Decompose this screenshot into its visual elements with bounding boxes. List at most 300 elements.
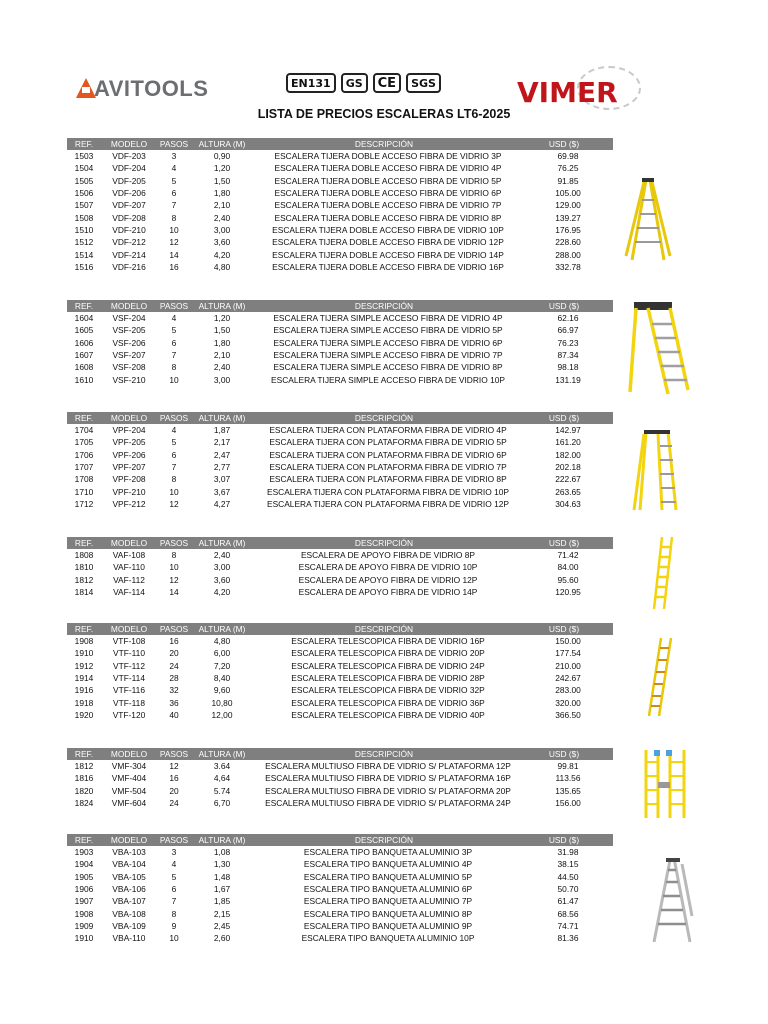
- cell-pasos: 8: [171, 550, 177, 561]
- table-row: [67, 871, 613, 883]
- cell-modelo: VBA-109: [112, 920, 146, 931]
- cell-pasos: 8: [171, 908, 177, 919]
- cell-modelo: VPF-212: [112, 498, 146, 509]
- column-header-altura: ALTURA (M): [198, 301, 246, 311]
- cell-modelo: VAF-108: [112, 550, 146, 561]
- cell-pasos: 7: [171, 462, 177, 473]
- cell-modelo: VBA-108: [112, 908, 146, 919]
- table-row: [67, 858, 613, 870]
- column-header-precio: USD ($): [548, 139, 580, 149]
- cell-descripcion: ESCALERA TIJERA DOBLE ACCESO FIBRA DE VIDRIO 5P: [274, 175, 502, 186]
- cell-descripcion: ESCALERA DE APOYO FIBRA DE VIDRIO 12P: [298, 574, 478, 585]
- cell-ref: 1810: [74, 562, 94, 573]
- table-row: [67, 175, 613, 187]
- cell-modelo: VTF-110: [113, 648, 145, 659]
- cell-altura: 9,60: [213, 685, 231, 696]
- cell-ref: 1504: [74, 163, 94, 174]
- cell-pasos: 10: [169, 224, 179, 235]
- cell-ref: 1908: [74, 908, 94, 919]
- cell-ref: 1604: [74, 313, 94, 324]
- cell-ref: 1910: [74, 933, 94, 944]
- cell-ref: 1908: [74, 636, 94, 647]
- column-header-precio: USD ($): [548, 835, 580, 845]
- cell-ref: 1816: [74, 773, 94, 784]
- cell-precio: 74.71: [557, 920, 579, 931]
- cell-precio: 44.50: [557, 871, 579, 882]
- cell-precio: 263.65: [555, 486, 581, 497]
- column-header-descripcion: DESCRIPCIÓN: [354, 538, 414, 548]
- cell-precio: 142.97: [555, 425, 581, 436]
- table-row: [67, 248, 613, 260]
- cell-ref: 1507: [74, 200, 94, 211]
- cell-ref: 1906: [74, 884, 94, 895]
- cell-ref: 1907: [74, 896, 94, 907]
- column-header-descripcion: DESCRIPCIÓN: [354, 749, 414, 759]
- cell-pasos: 40: [169, 709, 179, 720]
- table-row: [67, 660, 613, 672]
- cell-ref: 1918: [74, 697, 94, 708]
- cell-precio: 283.00: [555, 685, 581, 696]
- cell-altura: 2,40: [213, 550, 231, 561]
- cell-precio: 242.67: [555, 673, 581, 684]
- table-row: [67, 449, 613, 461]
- cell-ref: 1712: [74, 498, 94, 509]
- ce-badge: CE: [373, 73, 401, 93]
- cell-altura: 1,08: [213, 847, 231, 858]
- table-row: [67, 772, 613, 784]
- cell-altura: 1,50: [213, 175, 231, 186]
- cell-altura: 1,87: [213, 425, 231, 436]
- cell-modelo: VBA-105: [112, 871, 146, 882]
- cell-ref: 1812: [74, 761, 94, 772]
- cell-altura: 1,20: [213, 163, 231, 174]
- cell-precio: 131.19: [555, 374, 581, 385]
- table-row: [67, 436, 613, 448]
- cell-ref: 1904: [74, 859, 94, 870]
- column-header-modelo: MODELO: [110, 749, 148, 759]
- column-header-descripcion: DESCRIPCIÓN: [354, 624, 414, 634]
- cell-descripcion: ESCALERA TIPO BANQUETA ALUMINIO 10P: [301, 933, 475, 944]
- cell-altura: 2,15: [213, 908, 231, 919]
- column-header-pasos: PASOS: [159, 624, 189, 634]
- price-section: [67, 300, 613, 386]
- cell-altura: 1,85: [213, 896, 231, 907]
- cell-descripcion: ESCALERA TIPO BANQUETA ALUMINIO 7P: [303, 896, 473, 907]
- cell-descripcion: ESCALERA TIJERA DOBLE ACCESO FIBRA DE VIDRIO 7P: [274, 200, 502, 211]
- table-header: [67, 748, 613, 760]
- table-row: [67, 647, 613, 659]
- cell-modelo: VPF-210: [112, 486, 146, 497]
- cell-pasos: 24: [169, 798, 179, 809]
- cell-altura: 4,80: [213, 261, 231, 272]
- cell-altura: 3,07: [213, 474, 231, 485]
- column-header-pasos: PASOS: [159, 835, 189, 845]
- cell-ref: 1605: [74, 325, 94, 336]
- table-row: [67, 696, 613, 708]
- cell-pasos: 5: [171, 175, 177, 186]
- cell-pasos: 7: [171, 350, 177, 361]
- aluminium-step-ladder-image: [650, 856, 694, 944]
- cell-pasos: 6: [171, 449, 177, 460]
- cell-ref: 1912: [74, 660, 94, 671]
- table-row: [67, 162, 613, 174]
- cell-altura: 8,40: [213, 673, 231, 684]
- cell-precio: 202.18: [555, 462, 581, 473]
- cell-descripcion: ESCALERA TIJERA SIMPLE ACCESO FIBRA DE VIDRIO 8P: [273, 362, 503, 373]
- cell-descripcion: ESCALERA TELESCOPICA FIBRA DE VIDRIO 24P: [291, 660, 485, 671]
- avitools-logo: [76, 76, 209, 102]
- cell-pasos: 12: [169, 237, 179, 248]
- cell-modelo: VBA-106: [112, 884, 146, 895]
- en131-badge: EN131: [286, 73, 336, 93]
- cell-descripcion: ESCALERA TIPO BANQUETA ALUMINIO 9P: [303, 920, 473, 931]
- cell-modelo: VMF-404: [111, 773, 147, 784]
- cell-ref: 1820: [74, 785, 94, 796]
- cell-descripcion: ESCALERA TIJERA CON PLATAFORMA FIBRA DE VIDRIO 12P: [266, 498, 509, 509]
- cell-modelo: VDF-216: [112, 261, 146, 272]
- cell-altura: 2,40: [213, 362, 231, 373]
- cell-modelo: VMF-304: [111, 761, 147, 772]
- cell-descripcion: ESCALERA TIJERA DOBLE ACCESO FIBRA DE VIDRIO 4P: [274, 163, 502, 174]
- cell-altura: 2,10: [213, 350, 231, 361]
- cell-pasos: 10: [169, 562, 179, 573]
- column-header-altura: ALTURA (M): [198, 538, 246, 548]
- cell-pasos: 4: [171, 425, 177, 436]
- cell-ref: 1808: [74, 550, 94, 561]
- cell-precio: 150.00: [555, 636, 581, 647]
- column-header-altura: ALTURA (M): [198, 139, 246, 149]
- cell-altura: 3,67: [213, 486, 231, 497]
- cell-pasos: 12: [169, 574, 179, 585]
- cell-ref: 1516: [74, 261, 94, 272]
- cell-altura: 4,20: [213, 249, 231, 260]
- fiberglass-telescopic-ladder-image: [645, 636, 673, 718]
- cell-ref: 1910: [74, 648, 94, 659]
- cell-ref: 1909: [74, 920, 94, 931]
- cell-descripcion: ESCALERA TELESCOPICA FIBRA DE VIDRIO 36P: [291, 697, 485, 708]
- cell-modelo: VPF-205: [112, 437, 146, 448]
- cell-pasos: 24: [169, 660, 179, 671]
- sgs-badge: SGS: [406, 73, 441, 93]
- cell-altura: 4,27: [213, 498, 231, 509]
- cell-pasos: 16: [169, 636, 179, 647]
- cell-ref: 1705: [74, 437, 94, 448]
- table-row: [67, 709, 613, 721]
- cell-modelo: VMF-504: [111, 785, 147, 796]
- cell-precio: 98.18: [557, 362, 579, 373]
- price-section: [67, 138, 613, 273]
- column-header-precio: USD ($): [548, 301, 580, 311]
- cell-ref: 1914: [74, 673, 94, 684]
- cell-altura: 4,80: [213, 636, 231, 647]
- cell-modelo: VAF-112: [113, 574, 145, 585]
- cell-pasos: 4: [171, 313, 177, 324]
- cell-altura: 3,00: [213, 374, 231, 385]
- cell-precio: 76.25: [557, 163, 579, 174]
- cell-precio: 222.67: [555, 474, 581, 485]
- table-header: [67, 300, 613, 312]
- table-row: [67, 150, 613, 162]
- cell-descripcion: ESCALERA TELESCOPICA FIBRA DE VIDRIO 20P: [291, 648, 485, 659]
- cell-ref: 1610: [74, 374, 94, 385]
- price-section: [67, 623, 613, 721]
- cell-precio: 69.98: [557, 151, 579, 162]
- cell-precio: 320.00: [555, 697, 581, 708]
- table-header: [67, 412, 613, 424]
- cell-descripcion: ESCALERA TIJERA SIMPLE ACCESO FIBRA DE VIDRIO 10P: [271, 374, 505, 385]
- table-row: [67, 684, 613, 696]
- fiberglass-extension-ladder-image: [650, 535, 676, 611]
- cell-descripcion: ESCALERA TELESCOPICA FIBRA DE VIDRIO 32P: [291, 685, 485, 696]
- cell-pasos: 10: [169, 933, 179, 944]
- cell-precio: 76.23: [557, 337, 579, 348]
- cell-modelo: VPF-208: [112, 474, 146, 485]
- table-row: [67, 574, 613, 586]
- column-header-descripcion: DESCRIPCIÓN: [354, 301, 414, 311]
- cell-altura: 1,80: [213, 337, 231, 348]
- cell-altura: 2,17: [213, 437, 231, 448]
- table-row: [67, 883, 613, 895]
- cell-altura: 3.64: [213, 761, 231, 772]
- cell-descripcion: ESCALERA TIJERA SIMPLE ACCESO FIBRA DE VIDRIO 4P: [273, 313, 503, 324]
- column-header-precio: USD ($): [548, 538, 580, 548]
- cell-descripcion: ESCALERA MULTIUSO FIBRA DE VIDRIO S/ PLATAFORMA 24P: [265, 798, 511, 809]
- table-row: [67, 337, 613, 349]
- cell-pasos: 5: [171, 871, 177, 882]
- cell-modelo: VSF-205: [112, 325, 146, 336]
- cell-ref: 1903: [74, 847, 94, 858]
- cell-pasos: 3: [171, 151, 177, 162]
- table-row: [67, 361, 613, 373]
- column-header-descripcion: DESCRIPCIÓN: [354, 139, 414, 149]
- cell-modelo: VSF-210: [112, 374, 146, 385]
- cell-altura: 1,50: [213, 325, 231, 336]
- column-header-modelo: MODELO: [110, 835, 148, 845]
- cell-modelo: VDF-207: [112, 200, 146, 211]
- cell-ref: 1506: [74, 188, 94, 199]
- cell-pasos: 5: [171, 325, 177, 336]
- cell-altura: 2,45: [213, 920, 231, 931]
- cell-modelo: VAF-110: [113, 562, 145, 573]
- cell-altura: 1,80: [213, 188, 231, 199]
- cell-altura: 0,90: [213, 151, 231, 162]
- table-header: [67, 537, 613, 549]
- cell-modelo: VAF-114: [113, 587, 145, 598]
- cell-modelo: VSF-204: [112, 313, 146, 324]
- fiberglass-double-ladder-image: [622, 176, 674, 262]
- cell-altura: 6,00: [213, 648, 231, 659]
- table-row: [67, 236, 613, 248]
- cell-ref: 1916: [74, 685, 94, 696]
- cell-pasos: 5: [171, 437, 177, 448]
- cell-modelo: VDF-203: [112, 151, 146, 162]
- cell-descripcion: ESCALERA TIPO BANQUETA ALUMINIO 8P: [303, 908, 473, 919]
- cell-pasos: 3: [171, 847, 177, 858]
- cell-modelo: VTF-116: [113, 685, 145, 696]
- cell-pasos: 16: [169, 773, 179, 784]
- cell-modelo: VSF-206: [112, 337, 146, 348]
- table-row: [67, 895, 613, 907]
- column-header-ref: REF.: [74, 413, 94, 423]
- cell-descripcion: ESCALERA TIPO BANQUETA ALUMINIO 5P: [303, 871, 473, 882]
- cell-pasos: 36: [169, 697, 179, 708]
- cell-modelo: VDF-210: [112, 224, 146, 235]
- cell-modelo: VPF-204: [112, 425, 146, 436]
- column-header-precio: USD ($): [548, 413, 580, 423]
- cell-descripcion: ESCALERA TIPO BANQUETA ALUMINIO 6P: [303, 884, 473, 895]
- cell-altura: 2,10: [213, 200, 231, 211]
- cell-ref: 1706: [74, 449, 94, 460]
- cell-descripcion: ESCALERA TIJERA DOBLE ACCESO FIBRA DE VIDRIO 3P: [274, 151, 502, 162]
- column-header-ref: REF.: [74, 139, 94, 149]
- column-header-pasos: PASOS: [159, 301, 189, 311]
- column-header-descripcion: DESCRIPCIÓN: [354, 413, 414, 423]
- cell-altura: 3,00: [213, 224, 231, 235]
- cell-precio: 332.78: [555, 261, 581, 272]
- cell-precio: 113.56: [555, 773, 581, 784]
- fiberglass-platform-ladder-image: [632, 428, 682, 512]
- cell-precio: 135.65: [555, 785, 581, 796]
- cell-descripcion: ESCALERA TIJERA DOBLE ACCESO FIBRA DE VIDRIO 6P: [274, 188, 502, 199]
- cell-precio: 182.00: [555, 449, 581, 460]
- cell-descripcion: ESCALERA MULTIUSO FIBRA DE VIDRIO S/ PLATAFORMA 16P: [265, 773, 511, 784]
- table-row: [67, 672, 613, 684]
- cell-descripcion: ESCALERA TIJERA DOBLE ACCESO FIBRA DE VIDRIO 14P: [272, 249, 504, 260]
- cell-ref: 1824: [74, 798, 94, 809]
- cell-descripcion: ESCALERA TIJERA CON PLATAFORMA FIBRA DE VIDRIO 4P: [269, 425, 507, 436]
- table-row: [67, 211, 613, 223]
- table-row: [67, 187, 613, 199]
- table-row: [67, 760, 613, 772]
- cell-precio: 61.47: [557, 896, 579, 907]
- cell-precio: 81.36: [557, 933, 579, 944]
- table-row: [67, 373, 613, 385]
- avitools-logo-mark-icon: [76, 78, 96, 98]
- column-header-modelo: MODELO: [110, 624, 148, 634]
- cell-precio: 84.00: [557, 562, 579, 573]
- cell-ref: 1503: [74, 151, 94, 162]
- column-header-altura: ALTURA (M): [198, 624, 246, 634]
- table-row: [67, 586, 613, 598]
- cell-descripcion: ESCALERA TELESCOPICA FIBRA DE VIDRIO 40P: [291, 709, 485, 720]
- cell-precio: 62.16: [557, 313, 579, 324]
- cell-precio: 50.70: [557, 884, 579, 895]
- cell-altura: 2,77: [213, 462, 231, 473]
- column-header-modelo: MODELO: [110, 413, 148, 423]
- cell-altura: 12,00: [211, 709, 233, 720]
- cell-altura: 1,30: [213, 859, 231, 870]
- cell-pasos: 20: [169, 648, 179, 659]
- cell-precio: 31.98: [557, 847, 579, 858]
- table-header: [67, 834, 613, 846]
- cell-modelo: VSF-208: [112, 362, 146, 373]
- cell-descripcion: ESCALERA TIJERA CON PLATAFORMA FIBRA DE VIDRIO 5P: [269, 437, 507, 448]
- cell-modelo: VMF-604: [111, 798, 147, 809]
- cell-descripcion: ESCALERA TIJERA SIMPLE ACCESO FIBRA DE VIDRIO 7P: [273, 350, 503, 361]
- table-row: [67, 785, 613, 797]
- cell-descripcion: ESCALERA TIJERA CON PLATAFORMA FIBRA DE VIDRIO 6P: [269, 449, 507, 460]
- cell-ref: 1708: [74, 474, 94, 485]
- cell-modelo: VBA-107: [112, 896, 146, 907]
- cell-pasos: 12: [169, 498, 179, 509]
- table-row: [67, 424, 613, 436]
- cell-precio: 71.42: [557, 550, 579, 561]
- cell-precio: 99.81: [557, 761, 579, 772]
- table-header: [67, 138, 613, 150]
- table-row: [67, 797, 613, 809]
- cell-altura: 3,60: [213, 574, 231, 585]
- cell-descripcion: ESCALERA TIPO BANQUETA ALUMINIO 4P: [303, 859, 473, 870]
- cell-modelo: VBA-103: [112, 847, 146, 858]
- cell-pasos: 6: [171, 188, 177, 199]
- cell-pasos: 8: [171, 474, 177, 485]
- cell-ref: 1812: [74, 574, 94, 585]
- cell-precio: 177.54: [555, 648, 581, 659]
- cell-pasos: 8: [171, 212, 177, 223]
- column-header-altura: ALTURA (M): [198, 835, 246, 845]
- cell-precio: 68.56: [557, 908, 579, 919]
- table-row: [67, 349, 613, 361]
- cell-pasos: 8: [171, 362, 177, 373]
- table-row: [67, 498, 613, 510]
- table-row: [67, 635, 613, 647]
- column-header-ref: REF.: [74, 624, 94, 634]
- column-header-precio: USD ($): [548, 749, 580, 759]
- cell-ref: 1920: [74, 709, 94, 720]
- vimer-logo: [515, 66, 645, 110]
- cell-descripcion: ESCALERA DE APOYO FIBRA DE VIDRIO 8P: [300, 550, 476, 561]
- cell-pasos: 6: [171, 337, 177, 348]
- table-row: [67, 461, 613, 473]
- table-row: [67, 932, 613, 944]
- cell-precio: 105.00: [555, 188, 581, 199]
- cell-modelo: VTF-120: [112, 709, 146, 720]
- cell-precio: 38.15: [557, 859, 579, 870]
- certification-badges: [286, 73, 441, 93]
- cell-precio: 228.60: [555, 237, 581, 248]
- column-header-ref: REF.: [74, 538, 94, 548]
- cell-modelo: VDF-214: [112, 249, 146, 260]
- cell-precio: 366.50: [555, 709, 581, 720]
- cell-altura: 2,60: [213, 933, 231, 944]
- cell-altura: 3,60: [213, 237, 231, 248]
- cell-altura: 4,20: [213, 587, 231, 598]
- cell-descripcion: ESCALERA TIJERA DOBLE ACCESO FIBRA DE VIDRIO 10P: [272, 224, 504, 235]
- cell-modelo: VSF-207: [112, 350, 146, 361]
- cell-altura: 2,47: [213, 449, 231, 460]
- cell-modelo: VPF-207: [112, 462, 146, 473]
- cell-descripcion: ESCALERA TIJERA CON PLATAFORMA FIBRA DE VIDRIO 8P: [269, 474, 507, 485]
- cell-pasos: 4: [171, 163, 177, 174]
- page-title: LISTA DE PRECIOS ESCALERAS LT6-2025: [257, 107, 511, 121]
- cell-ref: 1508: [74, 212, 94, 223]
- column-header-modelo: MODELO: [110, 301, 148, 311]
- price-section: [67, 748, 613, 809]
- cell-descripcion: ESCALERA DE APOYO FIBRA DE VIDRIO 14P: [298, 587, 478, 598]
- cell-precio: 66.97: [557, 325, 579, 336]
- column-header-altura: ALTURA (M): [198, 749, 246, 759]
- cell-ref: 1607: [74, 350, 94, 361]
- cell-modelo: VDF-205: [112, 175, 146, 186]
- cell-descripcion: ESCALERA MULTIUSO FIBRA DE VIDRIO S/ PLATAFORMA 20P: [265, 785, 511, 796]
- cell-precio: 95.60: [557, 574, 579, 585]
- cell-pasos: 7: [171, 896, 177, 907]
- cell-modelo: VDF-212: [112, 237, 146, 248]
- cell-descripcion: ESCALERA TIJERA SIMPLE ACCESO FIBRA DE VIDRIO 5P: [273, 325, 503, 336]
- cell-altura: 4,64: [213, 773, 231, 784]
- cell-modelo: VTF-118: [113, 697, 145, 708]
- column-header-pasos: PASOS: [159, 413, 189, 423]
